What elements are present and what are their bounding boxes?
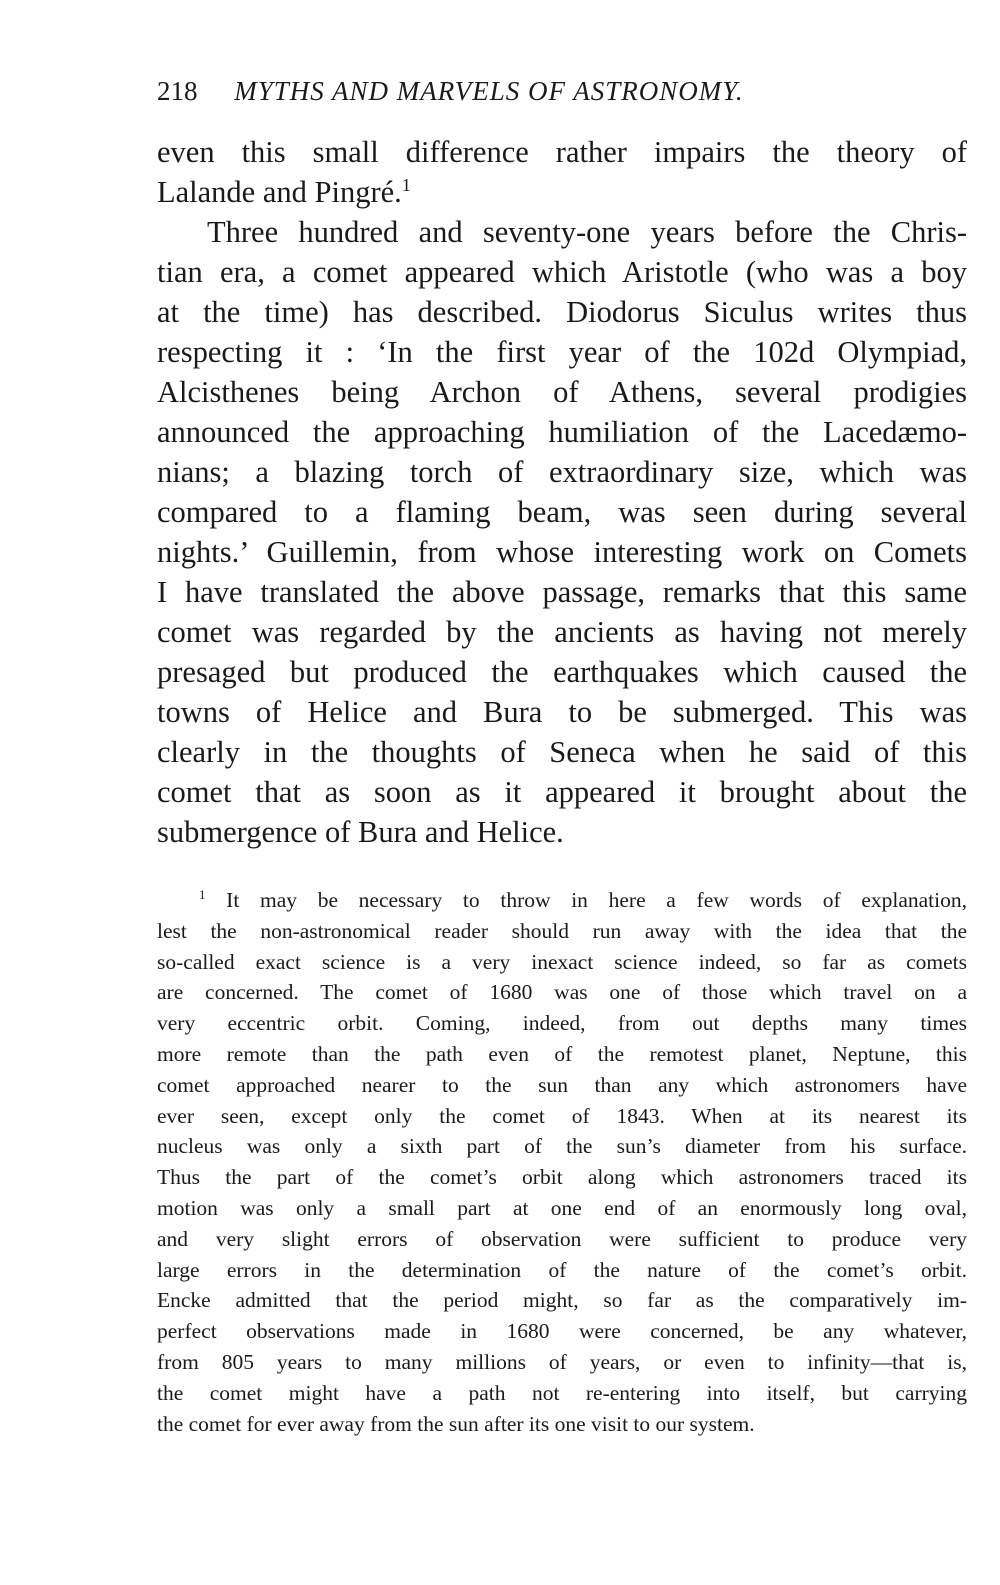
text-line: I have translated the above passage, remarks that this same (157, 575, 967, 609)
footnote-reference: 1 (401, 174, 411, 195)
footnote-line-content: It may be necessary to throw in here a few words of explanation, (226, 888, 967, 912)
text-line: at the time) has described. Diodorus Siculus writes thus (157, 295, 967, 329)
main-text (157, 132, 967, 852)
text-line: tian era, a comet appeared which Aristotle (who was a boy (157, 255, 967, 289)
footnote-line: large errors in the determination of the nature of the comet’s orbit. (157, 1257, 967, 1282)
text-line: nians; a blazing torch of extraordinary size, which was (157, 455, 967, 489)
text-line: presaged but produced the earthquakes which caused the (157, 655, 967, 689)
footnote (157, 885, 967, 1439)
footnote-marker: 1 (199, 887, 206, 902)
footnote-line: motion was only a small part at one end of an enormously long oval, (157, 1195, 967, 1220)
text-line: towns of Helice and Bura to be submerged. This was (157, 695, 967, 729)
text-line: clearly in the thoughts of Seneca when he said of this (157, 735, 967, 769)
text-line: Alcisthenes being Archon of Athens, several prodigies (157, 375, 967, 409)
footnote-line: Thus the part of the comet’s orbit along which astronomers traced its (157, 1165, 967, 1190)
footnote-line: from 805 years to many millions of years, or even to infinity—that is, (157, 1349, 967, 1374)
footnote-line: comet approached nearer to the sun than any which astronomers have (157, 1072, 967, 1097)
footnote-line: the comet for ever away from the sun after its one visit to our system. (157, 1411, 755, 1436)
footnote-line: perfect observations made in 1680 were concerned, be any whatever, (157, 1319, 967, 1344)
text-line: Three hundred and seventy-one years before the Chris- (207, 215, 967, 249)
text-line: comet that as soon as it appeared it brought about the (157, 775, 967, 809)
text-line: submergence of Bura and Helice. (157, 815, 564, 849)
footnote-line: are concerned. The comet of 1680 was one of those which travel on a (157, 980, 967, 1005)
text-line: even this small difference rather impairs the theory of (157, 135, 967, 169)
text-line (157, 172, 967, 212)
running-head (157, 74, 877, 108)
text-line: nights.’ Guillemin, from whose interesting work on Comets (157, 535, 967, 569)
text-line: comet was regarded by the ancients as having not merely (157, 615, 967, 649)
footnote-line: nucleus was only a sixth part of the sun’s diameter from his surface. (157, 1134, 967, 1159)
text-line-content: Lalande and Pingré. (157, 175, 402, 209)
text-line: announced the approaching humiliation of the Lacedæmo- (157, 415, 967, 449)
footnote-line: and very slight errors of observation were sufficient to produce very (157, 1226, 967, 1251)
text-line: respecting it : ‘In the first year of the 102d Olympiad, (157, 335, 967, 369)
footnote-line: Encke admitted that the period might, so far as the comparatively im- (157, 1288, 967, 1313)
footnote-line: ever seen, except only the comet of 1843. When at its nearest its (157, 1103, 967, 1128)
page-number: 218 (157, 76, 198, 106)
footnote-line: more remote than the path even of the remotest planet, Neptune, this (157, 1041, 967, 1066)
footnote-line: so-called exact science is a very inexact science indeed, so far as comets (157, 949, 967, 974)
text-line: compared to a flaming beam, was seen during several (157, 495, 967, 529)
running-title: MYTHS AND MARVELS OF ASTRONOMY. (234, 76, 744, 106)
footnote-line: lest the non-astronomical reader should run away with the idea that the (157, 918, 967, 943)
footnote-line: the comet might have a path not re-entering into itself, but carrying (157, 1380, 967, 1405)
footnote-line: very eccentric orbit. Coming, indeed, from out depths many times (157, 1011, 967, 1036)
footnote-line (157, 885, 967, 916)
